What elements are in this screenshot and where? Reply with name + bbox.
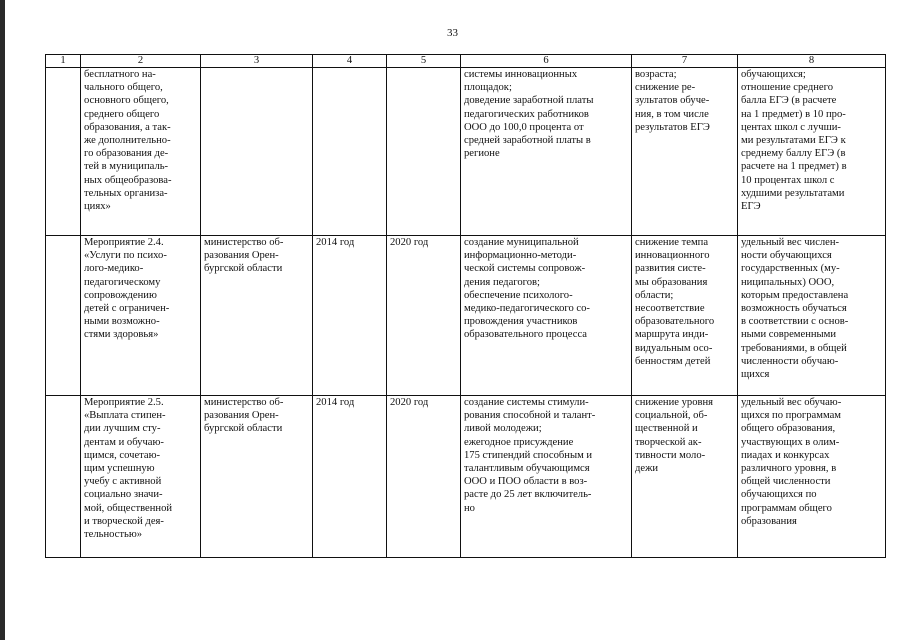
table-cell: системы инновационных площадок; доведение заработной платы педагогических работников ООО до 100,0 процента от средней заработной платы в регионе xyxy=(461,68,632,236)
page-edge-shadow xyxy=(0,0,5,640)
table-cell: 2014 год xyxy=(313,236,387,396)
table-cell: министерство об- разования Орен- бургской области xyxy=(201,236,313,396)
table-cell: возраста; снижение ре- зультатов обуче- ния, в том числе результатов ЕГЭ xyxy=(632,68,738,236)
header-col-3: 3 xyxy=(201,55,313,68)
table-cell: создание системы стимули- рования способной и талант- ливой молодежи; ежегодное присуждение 175 стипендий способным и талантливым обучающимся ООО и ПОО области в воз- расте до 25 лет включитель- но xyxy=(461,396,632,558)
table-cell: Мероприятие 2.5. «Выплата стипен- дии лучшим сту- дентам и обучаю- щимся, сочетаю- щим успешную учебу с активной социально значи- мой, общественной и творческой дея- тельностью» xyxy=(81,396,201,558)
table-cell xyxy=(387,68,461,236)
table-cell: снижение темпа инновационного развития систе- мы образования области; несоответствие образовательного маршрута инди- видуальным осо- бенностям детей xyxy=(632,236,738,396)
table-cell: 2014 год xyxy=(313,396,387,558)
page-number: 33 xyxy=(447,27,458,39)
header-col-2: 2 xyxy=(81,55,201,68)
table-cell: Мероприятие 2.4. «Услуги по психо- лого-медико- педагогическому сопровождению детей с ограничен- ными возможно- стями здоровья» xyxy=(81,236,201,396)
table-cell xyxy=(201,68,313,236)
table-cell: удельный вес обучаю- щихся по программам общего образования, участвующих в олим- пиадах и конкурсах различного уровня, в общей численности обучающихся по программам общего образования xyxy=(738,396,886,558)
header-row xyxy=(46,55,886,68)
table-cell xyxy=(313,68,387,236)
table-cell xyxy=(46,396,81,558)
table-cell xyxy=(46,68,81,236)
header-col-1: 1 xyxy=(46,55,81,68)
header-col-4: 4 xyxy=(313,55,387,68)
table-cell: обучающихся; отношение среднего балла ЕГЭ (в расчете на 1 предмет) в 10 про- центах школ с лучши- ми результатами ЕГЭ к среднему баллу ЕГЭ (в расчете на 1 предмет) в 10 процентах школ с худшими результатами ЕГЭ xyxy=(738,68,886,236)
table-cell: бесплатного на- чального общего, основного общего, среднего общего образования, а так- же дополнительно- го образования де- тей в муниципаль- ных общеобразова- тельных организа- циях» xyxy=(81,68,201,236)
table-cell: снижение уровня социальной, об- щественной и творческой ак- тивности моло- дежи xyxy=(632,396,738,558)
table-cell xyxy=(46,236,81,396)
header-col-5: 5 xyxy=(387,55,461,68)
header-col-6: 6 xyxy=(461,55,632,68)
measures-table xyxy=(45,54,886,558)
table-row xyxy=(46,68,886,236)
header-col-7: 7 xyxy=(632,55,738,68)
table-cell: 2020 год xyxy=(387,396,461,558)
header-col-8: 8 xyxy=(738,55,886,68)
table-cell: удельный вес числен- ности обучающихся государственных (му- ниципальных) ООО, которым предоставлена возможность обучаться в соответствии с основ- ными современными требованиями, в общей численности обучаю- щихся xyxy=(738,236,886,396)
table-cell: создание муниципальной информационно-методи- ческой системы сопровож- дения педагогов; обеспечение психолого- медико-педагогического со- провождения участников образовательного процесса xyxy=(461,236,632,396)
table-cell: 2020 год xyxy=(387,236,461,396)
table-row xyxy=(46,396,886,558)
table-cell: министерство об- разования Орен- бургской области xyxy=(201,396,313,558)
table-row xyxy=(46,236,886,396)
